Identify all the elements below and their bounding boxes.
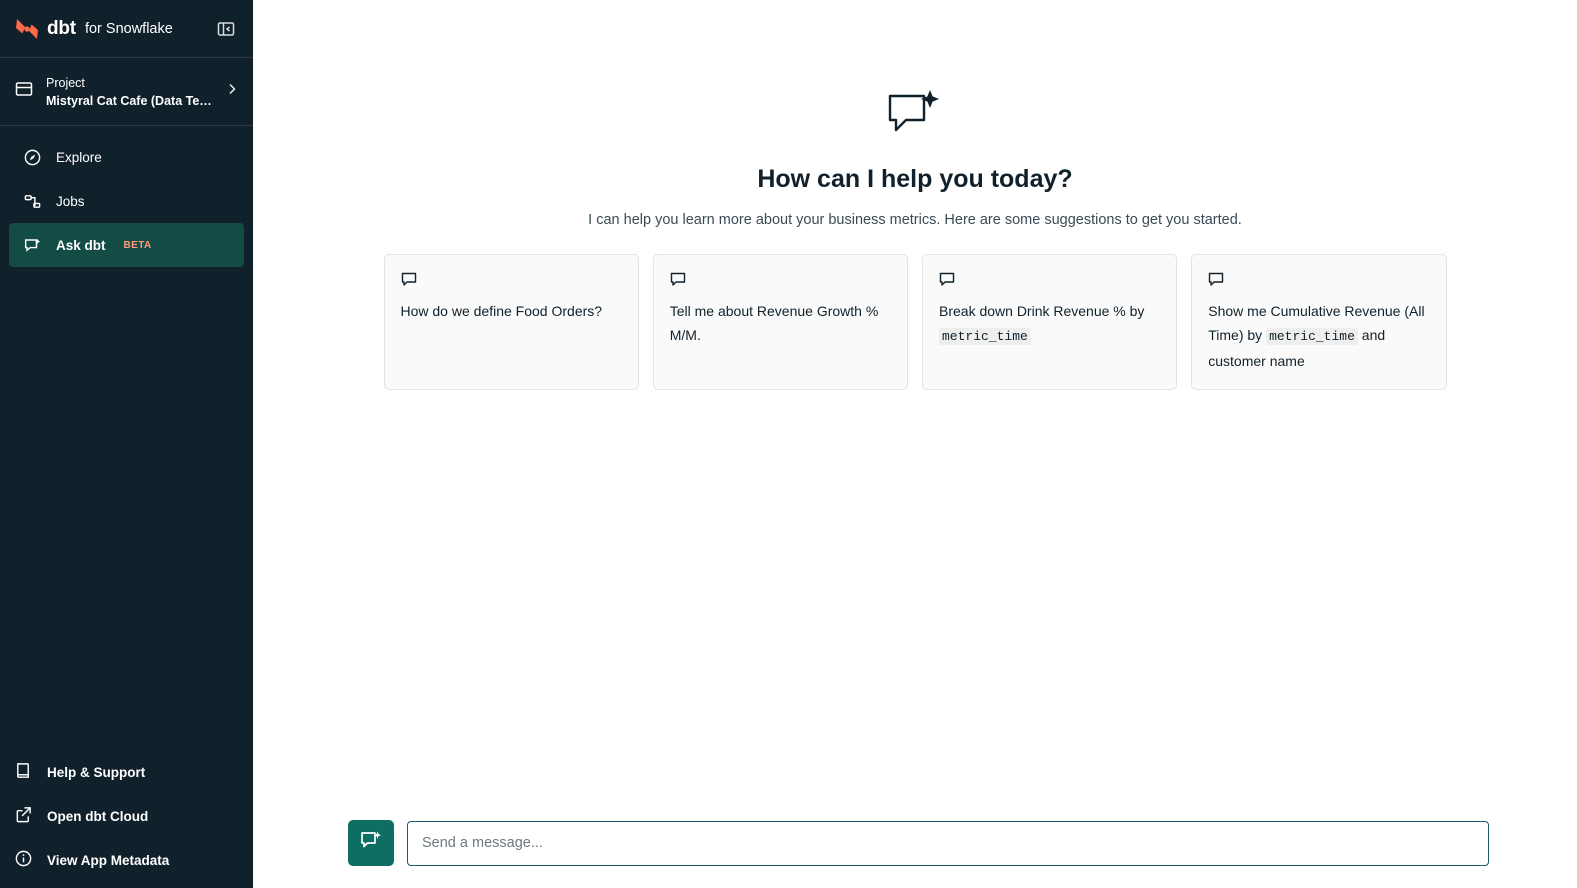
sidebar-footer <box>0 750 253 888</box>
ask-dbt-icon <box>23 236 42 255</box>
sidebar-item-label: Jobs <box>56 193 85 209</box>
sidebar-item-open-dbt-cloud[interactable] <box>0 794 253 838</box>
jobs-icon <box>23 192 42 211</box>
inline-code: metric_time <box>1266 328 1358 345</box>
info-icon <box>14 849 33 871</box>
book-icon <box>14 761 33 783</box>
suggestion-list <box>384 254 1447 390</box>
sidebar-item-help-support[interactable] <box>0 750 253 794</box>
sidebar-item-label: Explore <box>56 149 102 165</box>
brand-suffix: for Snowflake <box>84 20 173 37</box>
hero-subtitle: I can help you learn more about your business metrics. Here are some suggestions to get you started. <box>588 212 1242 228</box>
project-icon <box>14 79 34 104</box>
brand-name: dbt <box>47 17 76 39</box>
hero <box>253 0 1577 254</box>
external-link-icon <box>14 805 33 827</box>
project-selector[interactable] <box>0 57 253 126</box>
suggestion-text: Tell me about Revenue Growth % M/M. <box>669 303 879 343</box>
chat-bubble-icon <box>1208 271 1224 287</box>
panel-collapse-icon[interactable] <box>215 18 237 40</box>
chevron-right-icon <box>225 82 239 101</box>
suggestion-card[interactable] <box>1191 254 1446 390</box>
sidebar <box>0 0 253 888</box>
inline-code: metric_time <box>939 328 1031 345</box>
sidebar-nav <box>0 126 253 267</box>
main-content <box>253 0 1577 888</box>
page-title: How can I help you today? <box>757 165 1073 193</box>
sidebar-header <box>0 0 253 57</box>
sidebar-item-explore[interactable] <box>9 135 244 179</box>
sidebar-item-jobs[interactable] <box>9 179 244 223</box>
status-badge: BETA <box>123 239 152 251</box>
new-chat-button[interactable] <box>348 820 394 866</box>
suggestion-card[interactable] <box>384 254 639 390</box>
suggestion-card[interactable] <box>922 254 1177 390</box>
project-text <box>46 74 213 110</box>
suggestion-text: Break down Drink Revenue % by metric_time <box>939 303 1145 344</box>
project-value: Mistyral Cat Cafe (Data Te… <box>46 93 212 108</box>
new-chat-icon <box>359 829 383 858</box>
chat-sparkle-icon <box>886 88 944 147</box>
sidebar-item-label: View App Metadata <box>47 852 170 868</box>
chat-bubble-icon <box>939 271 955 287</box>
chat-bubble-icon <box>670 271 686 287</box>
suggestion-text: Show me Cumulative Revenue (All Time) by metric_time and customer name <box>1208 303 1425 369</box>
message-input[interactable] <box>407 821 1489 866</box>
project-label: Project <box>46 75 85 90</box>
chat-bubble-icon <box>401 271 417 287</box>
brand[interactable] <box>14 16 173 42</box>
suggestion-text: How do we define Food Orders? <box>400 303 603 319</box>
compass-icon <box>23 148 42 167</box>
sidebar-item-view-app-metadata[interactable] <box>0 838 253 882</box>
sidebar-item-ask-dbt[interactable] <box>9 223 244 267</box>
sidebar-item-label: Open dbt Cloud <box>47 808 149 824</box>
suggestion-card[interactable] <box>653 254 908 390</box>
sidebar-item-label: Help & Support <box>47 764 146 780</box>
sidebar-item-label: Ask dbt <box>56 237 106 253</box>
message-composer <box>348 820 1489 866</box>
dbt-logo-icon <box>14 16 40 42</box>
